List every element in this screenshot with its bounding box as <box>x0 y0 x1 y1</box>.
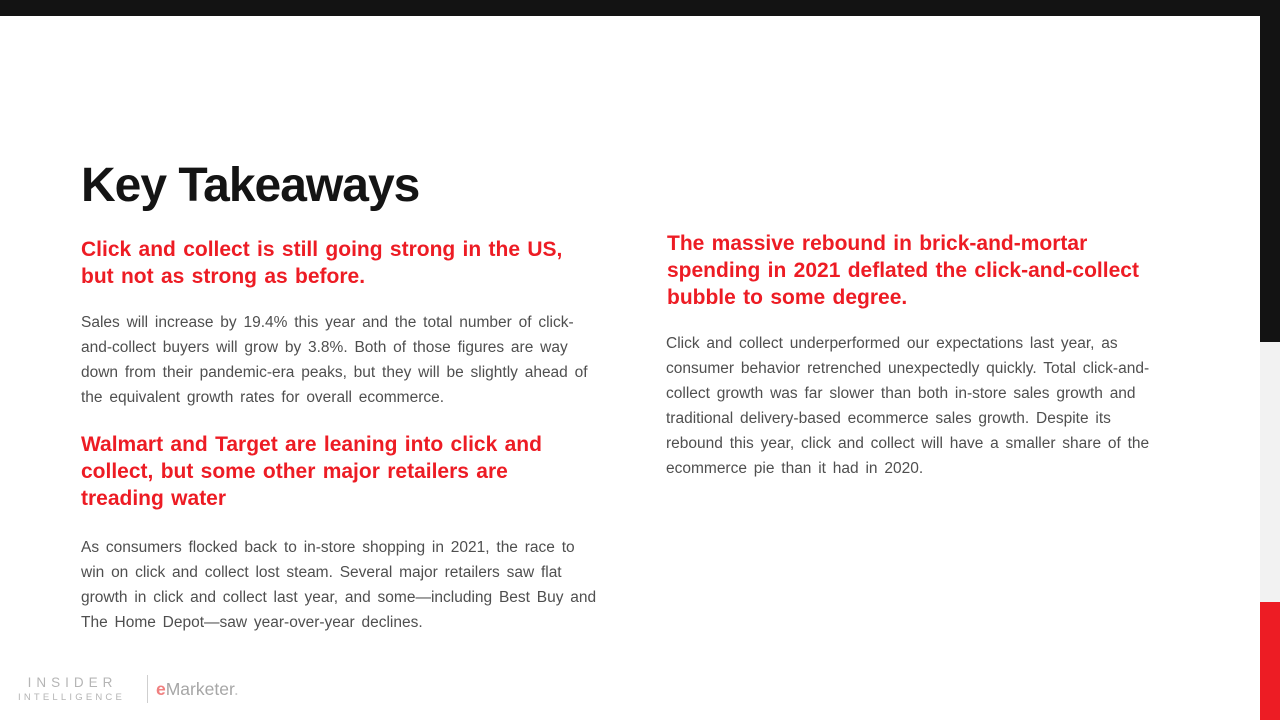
intelligence-logo-text: INTELLIGENCE <box>17 692 126 703</box>
text-line: growth in click and collect last year, and some—including Best Buy and <box>81 589 597 606</box>
text-line: consumer behavior retrenched unexpectedly quickly. Total click-and- <box>666 360 1150 377</box>
text-line: rebound this year, click and collect will have a smaller share of the <box>666 435 1150 452</box>
right-rail-red-segment <box>1260 602 1280 720</box>
takeaway-2-heading <box>81 431 629 512</box>
text-line: traditional delivery-based ecommerce sales growth. Despite its <box>666 410 1111 427</box>
text-line: Click and collect is still going strong in the US, <box>81 238 563 261</box>
logo-divider <box>147 675 148 703</box>
text-line: Click and collect underperformed our expectations last year, as <box>666 335 1118 352</box>
right-rail-black-segment <box>1260 0 1280 342</box>
takeaway-3-heading <box>667 230 1207 311</box>
text-line: the equivalent growth rates for overall ecommerce. <box>81 389 445 406</box>
text-line: As consumers flocked back to in-store shopping in 2021, the race to <box>81 539 575 556</box>
takeaway-2-body <box>81 535 637 635</box>
text-line: win on click and collect lost steam. Several major retailers saw flat <box>81 564 562 581</box>
text-line: The massive rebound in brick-and-mortar <box>667 232 1088 255</box>
page-title: Key Takeaways <box>81 159 420 213</box>
top-black-bar <box>0 0 1280 16</box>
text-line: Walmart and Target are leaning into click and <box>81 433 542 456</box>
emarketer-logo <box>156 679 239 700</box>
text-line: down from their pandemic-era peaks, but they will be slightly ahead of <box>81 364 588 381</box>
text-line: collect growth was far slower than both in-store sales growth and <box>666 385 1136 402</box>
text-line: and-collect buyers will grow by 3.8%. Both of those figures are way <box>81 339 568 356</box>
text-line: but not as strong as before. <box>81 265 366 288</box>
takeaway-3-body <box>666 331 1206 481</box>
text-line: spending in 2021 deflated the click-and-collect <box>667 259 1139 282</box>
right-rail-gray-segment <box>1260 342 1280 602</box>
text-line: Sales will increase by 19.4% this year and the total number of click- <box>81 314 574 331</box>
text-line: collect, but some other major retailers are <box>81 460 508 483</box>
text-line: bubble to some degree. <box>667 286 908 309</box>
emarketer-logo-dot: . <box>233 679 239 699</box>
text-line: treading water <box>81 487 227 510</box>
text-line: ecommerce pie than it had in 2020. <box>666 460 924 477</box>
emarketer-logo-rest: Marketer <box>165 679 234 699</box>
insider-intelligence-logo <box>14 675 126 703</box>
takeaway-1-body <box>81 310 629 410</box>
emarketer-logo-e: e <box>156 679 166 699</box>
insider-logo-text: INSIDER <box>27 675 118 690</box>
takeaway-1-heading <box>81 236 629 290</box>
text-line: The Home Depot—saw year-over-year declines. <box>81 614 423 631</box>
